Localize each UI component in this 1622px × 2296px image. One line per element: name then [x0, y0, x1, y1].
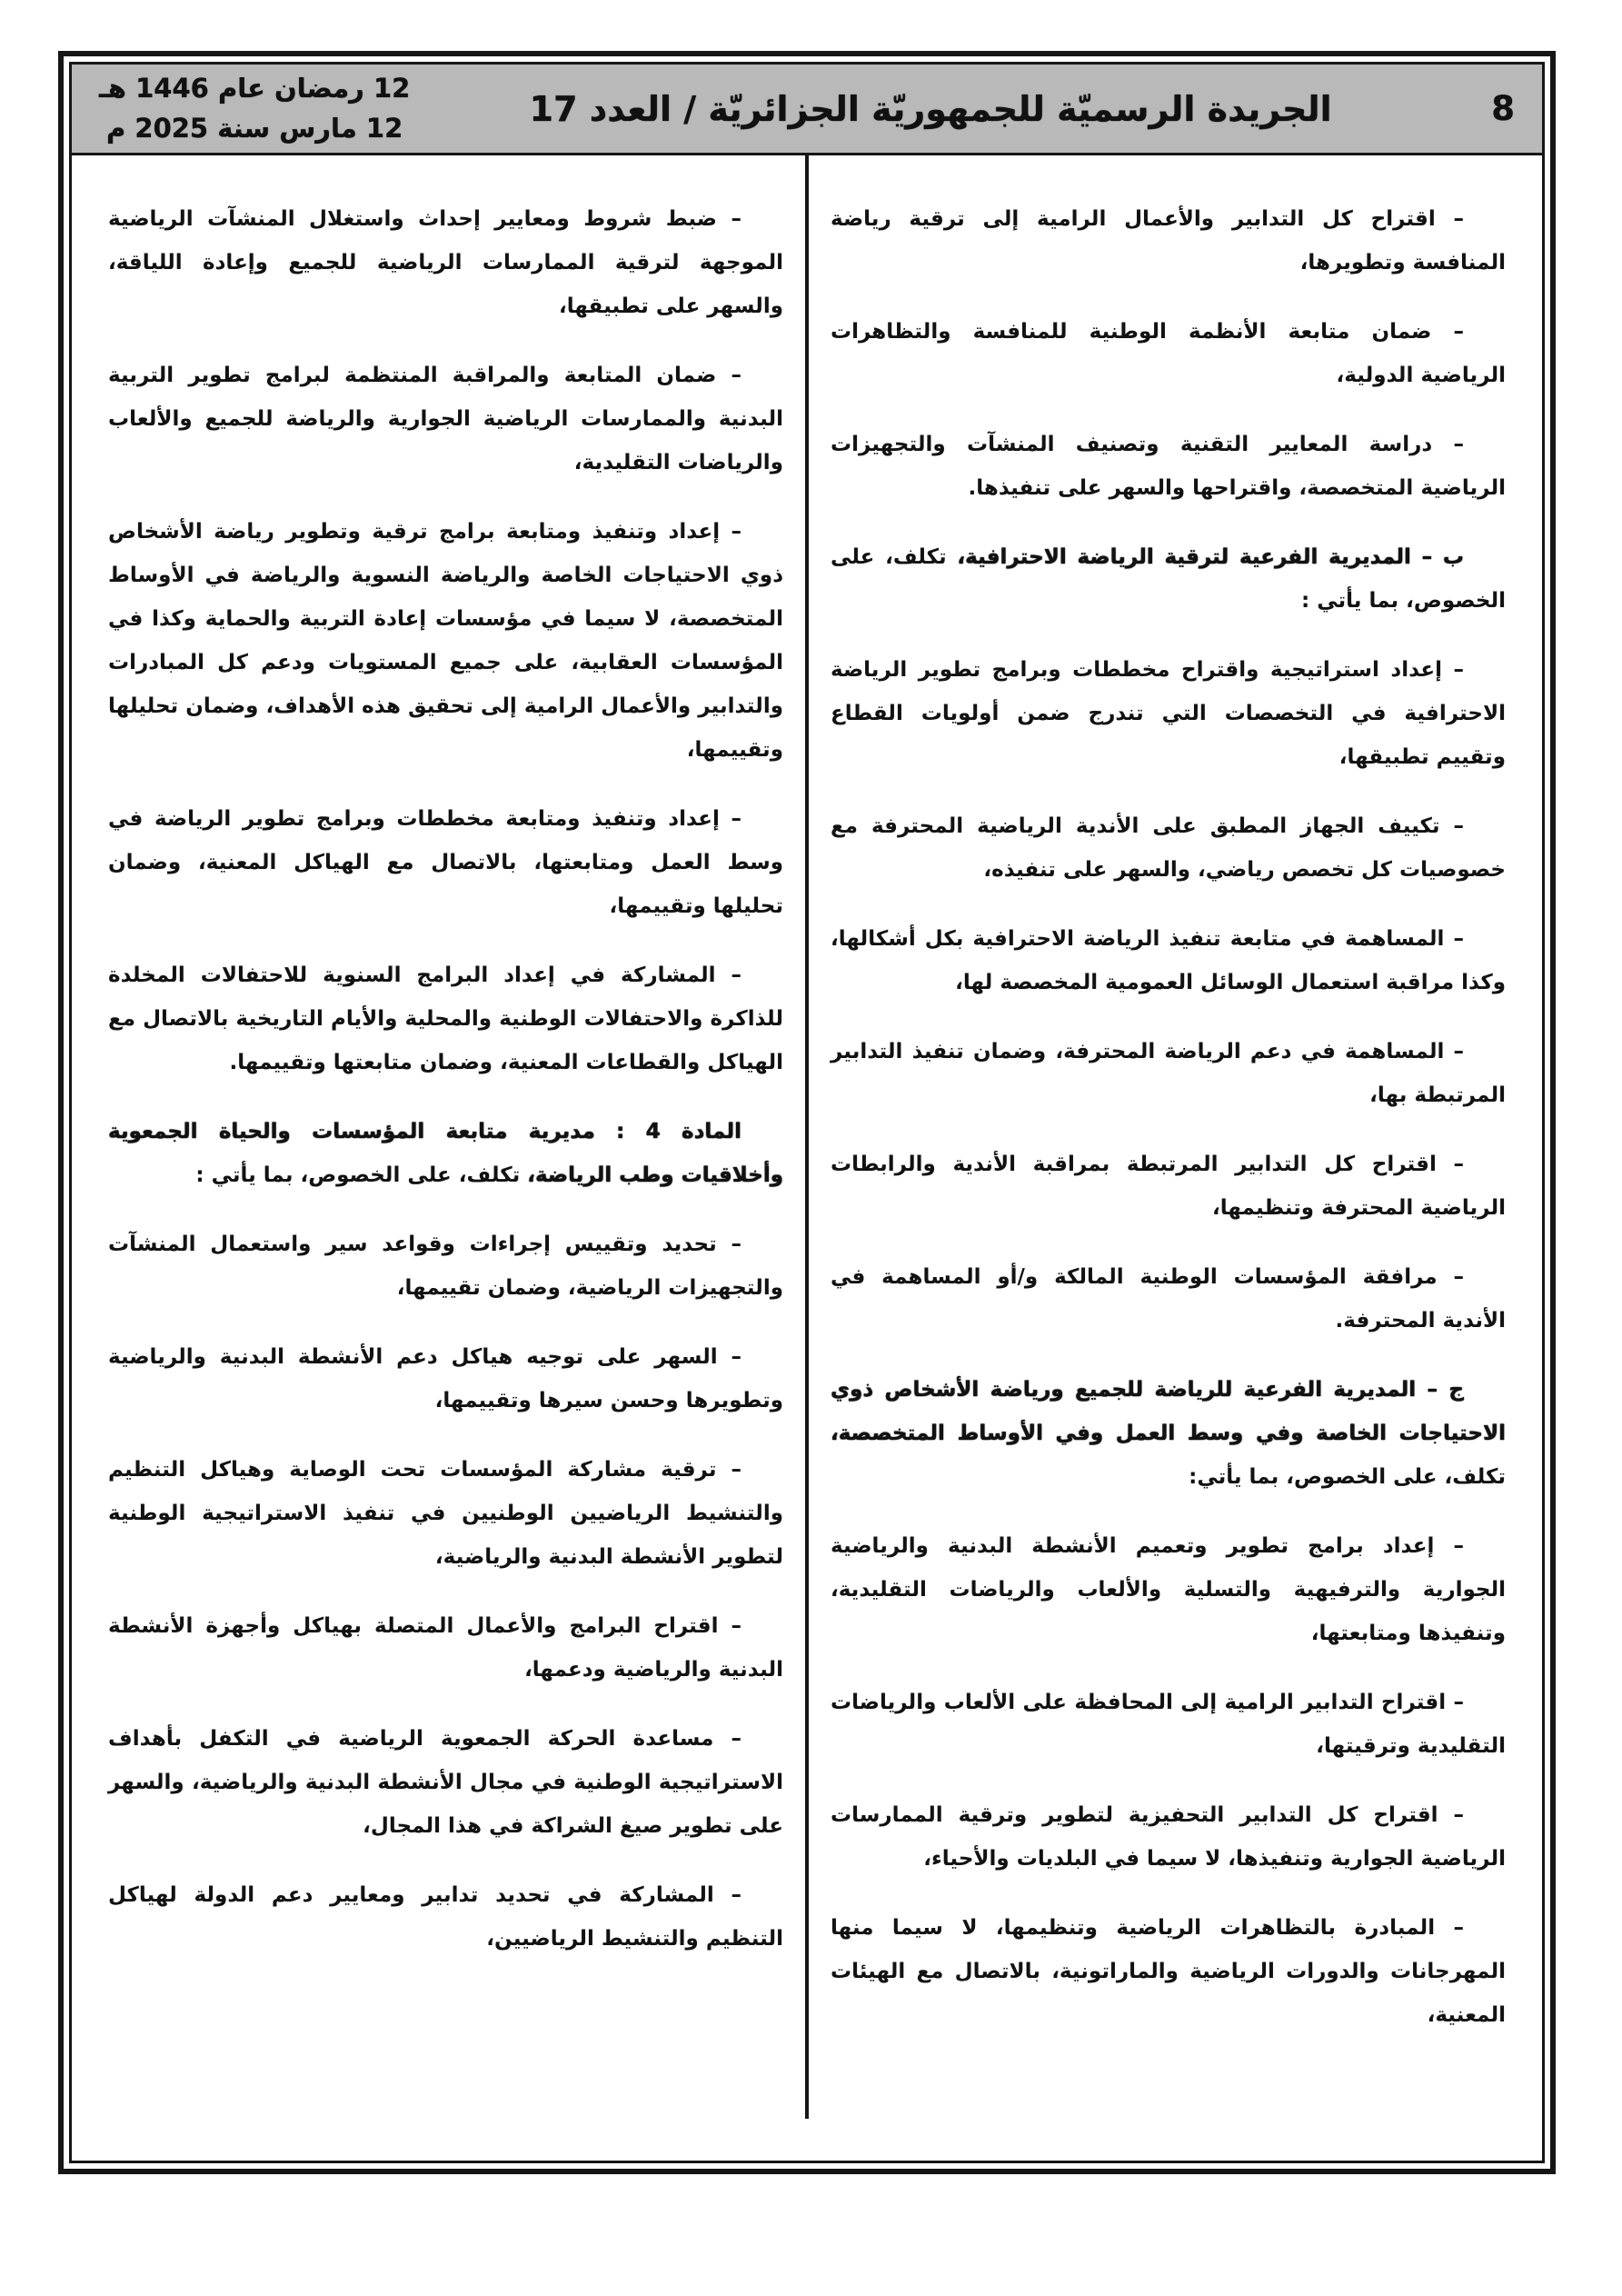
section-heading-suffix: تكلف، على الخصوص، بما يأتي: — [1189, 1465, 1506, 1489]
list-item: – المساهمة في متابعة تنفيذ الرياضة الاحترافية بكل أشكالها، وكذا مراقبة استعمال الوسائل العمومية المخصصة لها، — [831, 927, 1506, 994]
list-item: – ترقية مشاركة المؤسسات تحت الوصاية وهياكل التنظيم والتنشيط الرياضيين الوطنيين في تنفيذ الاستراتيجية الوطنية لتطوير الأنشطة البدنية والرياضية، — [108, 1458, 783, 1569]
section-heading-suffix: تكلف، على الخصوص، بما يأتي : — [195, 1163, 528, 1187]
list-item: – دراسة المعايير التقنية وتصنيف المنشآت والتجهيزات الرياضية المتخصصة، واقتراحها والسهر على تنفيذها. — [831, 433, 1506, 500]
column-right — [818, 155, 1518, 2161]
list-item: – اقتراح كل التدابير التحفيزية لتطوير وترقية الممارسات الرياضية الجوارية وتنفيذها، لا سيما في البلديات والأحياء، — [831, 1803, 1506, 1871]
date-block — [99, 69, 410, 148]
list-item: – المشاركة في تحديد تدابير ومعايير دعم الدولة لهياكل التنظيم والتنشيط الرياضيين، — [108, 1883, 783, 1951]
section-heading — [108, 1110, 783, 1197]
list-item: – مساعدة الحركة الجمعوية الرياضية في التكفل بأهداف الاستراتيجية الوطنية في مجال الأنشطة البدنية والرياضية، والسهر على تطوير صيغ الشراكة في هذا المجال، — [108, 1727, 783, 1838]
list-item: – المبادرة بالتظاهرات الرياضية وتنظيمها، لا سيما منها المهرجانات والدورات الرياضية والماراتونية، بالاتصال مع الهيئات المعنية، — [831, 1916, 1506, 2027]
list-item: – تكييف الجهاز المطبق على الأندية الرياضية المحترفة مع خصوصيات كل تخصص رياضي، والسهر على تنفيذه، — [831, 814, 1506, 882]
section-heading-title: ج – المديرية الفرعية للرياضة للجميع ورياضة الأشخاص ذوي الاحتياجات الخاصة وفي وسط العمل وفي الأوساط المتخصصة، — [831, 1378, 1506, 1445]
column-divider — [805, 155, 809, 2119]
section-heading — [831, 1368, 1506, 1499]
section-heading-suffix: تكلف، على الخصوص، بما يأتي : — [831, 545, 1506, 613]
section-heading-title: ب – المديرية الفرعية لترقية الرياضة الاحترافية، — [957, 545, 1464, 569]
hijri-date: 12 رمضان عام 1446 هـ — [99, 73, 411, 104]
list-item: – تحديد وتقييس إجراءات وقواعد سير واستعمال المنشآت والتجهيزات الرياضية، وضمان تقييمها، — [108, 1233, 783, 1300]
section-heading-title: المادة 4 : مديرية متابعة المؤسسات والحياة الجمعوية وأخلاقيات وطب الرياضة، — [108, 1120, 783, 1187]
list-item: – اقتراح التدابير الرامية إلى المحافظة على الألعاب والرياضات التقليدية وترقيتها، — [831, 1691, 1506, 1758]
column-left — [95, 155, 796, 2161]
list-item: – اقتراح كل التدابير المرتبطة بمراقبة الأندية والرابطات الرياضية المحترفة وتنظيمها، — [831, 1153, 1506, 1220]
list-item: – ضبط شروط ومعايير إحداث واستغلال المنشآت الرياضية الموجهة لترقية الممارسات الرياضية للجميع وإعادة اللياقة، والسهر على تطبيقها، — [108, 207, 783, 318]
list-item: – السهر على توجيه هياكل دعم الأنشطة البدنية والرياضية وتطويرها وحسن سيرها وتقييمها، — [108, 1345, 783, 1413]
list-item: – إعداد استراتيجية واقتراح مخططات وبرامج تطوير الرياضة الاحترافية في التخصصات التي تندرج ضمن أولويات القطاع وتقييم تطبيقها، — [831, 658, 1506, 769]
list-item: – المساهمة في دعم الرياضة المحترفة، وضمان تنفيذ التدابير المرتبطة بها، — [831, 1040, 1506, 1107]
journal-title: الجريدة الرسميّة للجمهوريّة الجزائريّة / العدد 17 — [529, 88, 1332, 129]
list-item: – مرافقة المؤسسات الوطنية المالكة و/أو المساهمة في الأندية المحترفة. — [831, 1265, 1506, 1333]
page-frame — [58, 51, 1556, 2174]
list-item: – إعداد برامج تطوير وتعميم الأنشطة البدنية والرياضية الجوارية والترفيهية والتسلية والألعاب والرياضات التقليدية، وتنفيذها ومتابعتها، — [831, 1534, 1506, 1645]
list-item: – اقتراح كل التدابير والأعمال الرامية إلى ترقية رياضة المنافسة وتطويرها، — [831, 207, 1506, 275]
list-item: – المشاركة في إعداد البرامج السنوية للاحتفالات المخلدة للذاكرة والاحتفالات الوطنية والمحلية والأيام التاريخية بالاتصال مع الهياكل والقطاعات المعنية، وضمان متابعتها وتقييمها. — [108, 963, 783, 1074]
gazette-header — [72, 65, 1542, 155]
page-number: 8 — [1491, 89, 1515, 128]
list-item: – إعداد وتنفيذ ومتابعة برامج ترقية وتطوير رياضة الأشخاص ذوي الاحتياجات الخاصة والرياضة النسوية والرياضة في الأوساط المتخصصة، لا سيما في مؤسسات إعادة التربية والحماية وكذا في المؤسسات العقابية، على جميع المستويات ودعم كل المبادرات والتدابير والأعمال الرامية إلى تحقيق هذه الأهداف، وضمان تحليلها وتقييمها، — [108, 520, 783, 762]
list-item: – ضمان متابعة الأنظمة الوطنية للمنافسة والتظاهرات الرياضية الدولية، — [831, 320, 1506, 387]
page-content — [72, 155, 1542, 2161]
section-heading — [831, 535, 1506, 623]
inner-frame — [69, 62, 1545, 2163]
list-item: – إعداد وتنفيذ ومتابعة مخططات وبرامج تطوير الرياضة في وسط العمل ومتابعتها، بالاتصال مع الهياكل المعنية، وضمان تحليلها وتقييمها، — [108, 807, 783, 918]
gregorian-date: 12 مارس سنة 2025 م — [106, 112, 403, 144]
list-item: – ضمان المتابعة والمراقبة المنتظمة لبرامج تطوير التربية البدنية والممارسات الرياضية الجوارية والرياضة للجميع والألعاب والرياضات التقليدية، — [108, 364, 783, 474]
list-item: – اقتراح البرامج والأعمال المتصلة بهياكل وأجهزة الأنشطة البدنية والرياضية ودعمها، — [108, 1614, 783, 1682]
